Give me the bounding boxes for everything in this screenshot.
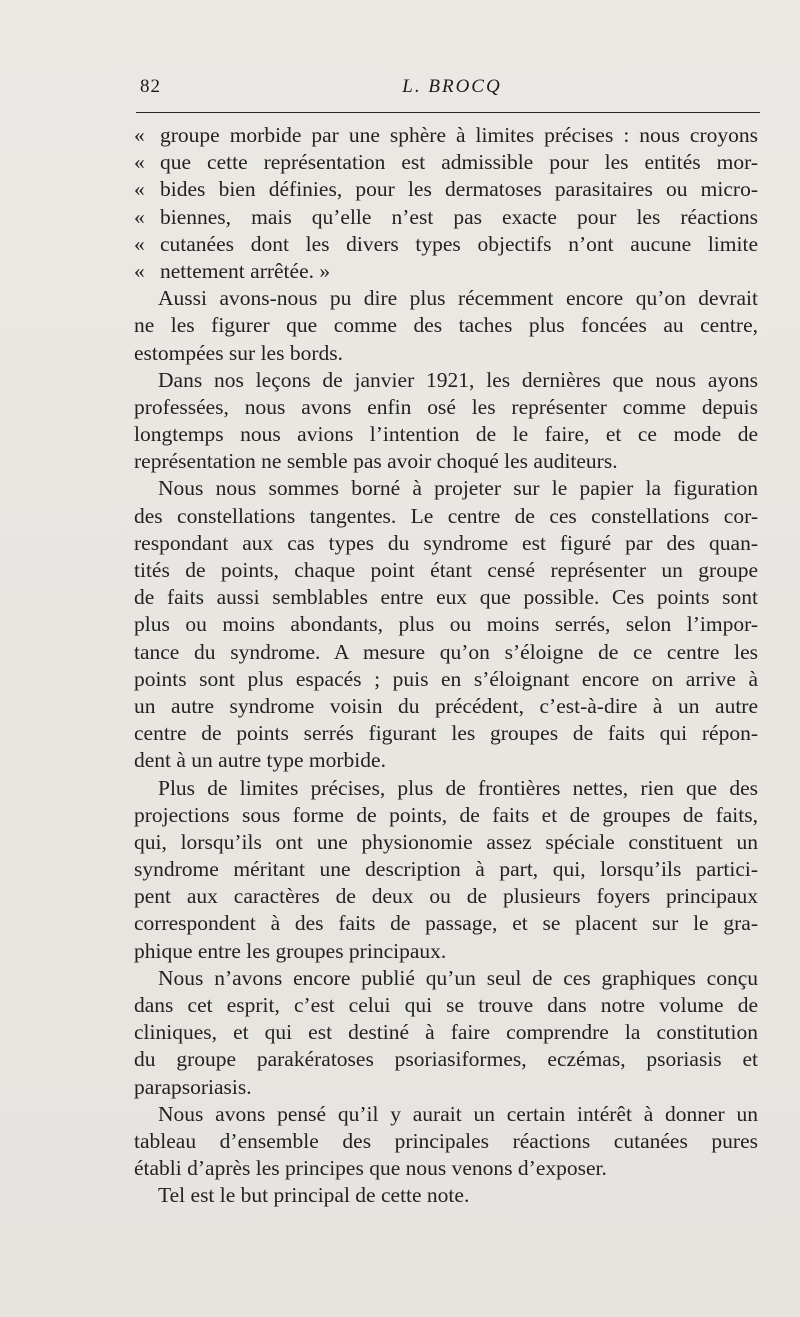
text-line: un autre syndrome voisin du précédent, c’est-à-dire à un autre xyxy=(134,693,758,718)
line-text: groupe morbide par une sphère à limites précises : nous croyons xyxy=(160,123,758,147)
paragraph xyxy=(134,1101,758,1183)
text-line: tableau d’ensemble des principales réactions cutanées pures xyxy=(134,1128,758,1153)
line-text: que cette représentation est admissible pour les entités mor- xyxy=(160,150,758,175)
paragraph xyxy=(134,1182,758,1209)
text-line: pent aux caractères de deux ou de plusieurs foyers principaux xyxy=(134,884,758,909)
text-line: des constellations tangentes. Le centre de ces constellations cor- xyxy=(134,503,758,528)
line-text: bides bien définies, pour les dermatoses parasitaires ou micro- xyxy=(160,177,758,202)
text-line: syndrome méritant une description à part, qui, lorsqu’ils partici- xyxy=(134,857,758,882)
quote-mark: « xyxy=(134,258,145,283)
text-line: du groupe parakératoses psoriasiformes, eczémas, psoriasis et xyxy=(134,1047,758,1072)
text-line: tance du syndrome. A mesure qu’on s’éloigne de ce centre les xyxy=(134,639,758,664)
text-line xyxy=(134,122,758,149)
page-number: 82 xyxy=(140,76,161,97)
paragraph xyxy=(134,285,758,367)
text-line: phique entre les groupes principaux. xyxy=(134,938,447,963)
body-text xyxy=(134,122,758,1210)
text-line: représentation ne semble pas avoir choqué les auditeurs. xyxy=(134,449,618,474)
text-line: longtemps nous avions l’intention de le faire, et ce mode de xyxy=(134,422,758,447)
text-line: parapsoriasis. xyxy=(134,1074,252,1099)
line-text: biennes, mais qu’elle n’est pas exacte pour les réactions xyxy=(160,204,758,229)
line-text: nettement arrêtée. » xyxy=(160,258,331,283)
paragraph xyxy=(134,367,758,476)
quote-mark: « xyxy=(134,123,145,147)
text-line: dans cet esprit, c’est celui qui se trouve dans notre volume de xyxy=(134,993,758,1017)
text-line: établi d’après les principes que nous venons d’exposer. xyxy=(134,1156,607,1181)
text-line: dent à un autre type morbide. xyxy=(134,748,386,773)
line-text: cutanées dont les divers types objectifs n’ont aucune limite xyxy=(160,231,758,256)
text-line xyxy=(134,176,758,203)
text-line: Nous n’avons encore publié qu’un seul de ces graphiques conçu xyxy=(158,965,758,990)
text-line: Tel est le but principal de cette note. xyxy=(158,1183,470,1208)
text-line: Plus de limites précises, plus de frontières nettes, rien que des xyxy=(158,775,758,800)
text-line: ne les figurer que comme des taches plus foncées au centre, xyxy=(134,313,758,338)
paragraph xyxy=(134,475,758,774)
paragraph xyxy=(134,122,758,285)
text-line: points sont plus espacés ; puis en s’éloignant encore on arrive à xyxy=(134,666,758,691)
text-line: tités de points, chaque point étant censé représenter un groupe xyxy=(134,558,758,582)
text-line xyxy=(134,149,758,176)
text-line: Nous nous sommes borné à projeter sur le papier la figuration xyxy=(158,476,758,501)
text-line: estompées sur les bords. xyxy=(134,340,343,365)
text-line xyxy=(134,231,758,258)
text-line: respondant aux cas types du syndrome est figuré par des quan- xyxy=(134,530,758,555)
text-line: Aussi avons-nous pu dire plus récemment encore qu’on devrait xyxy=(158,286,758,311)
text-line: de faits aussi semblables entre eux que possible. Ces points sont xyxy=(134,585,758,610)
paragraph xyxy=(134,965,758,1101)
quote-mark: « xyxy=(134,150,145,175)
text-line: professées, nous avons enfin osé les représenter comme depuis xyxy=(134,394,758,419)
running-head: L. BROCQ xyxy=(402,76,502,97)
text-line: cliniques, et qui est destiné à faire comprendre la constitution xyxy=(134,1020,758,1045)
page-header xyxy=(140,76,760,100)
quote-mark: « xyxy=(134,204,145,229)
text-line xyxy=(134,204,758,231)
quote-mark: « xyxy=(134,231,145,256)
text-line: projections sous forme de points, de faits et de groupes de faits, xyxy=(134,802,758,827)
quote-mark: « xyxy=(134,177,145,202)
text-line: plus ou moins abondants, plus ou moins serrés, selon l’impor- xyxy=(134,612,758,637)
text-line: correspondent à des faits de passage, et se placent sur le gra- xyxy=(134,911,758,936)
text-line xyxy=(134,258,758,285)
text-line: qui, lorsqu’ils ont une physionomie assez spéciale constituent un xyxy=(134,829,758,854)
paragraph xyxy=(134,775,758,965)
text-line: centre de points serrés figurant les groupes de faits qui répon- xyxy=(134,721,758,746)
text-line: Nous avons pensé qu’il y aurait un certain intérêt à donner un xyxy=(158,1101,758,1126)
text-line: Dans nos leçons de janvier 1921, les dernières que nous ayons xyxy=(158,367,758,392)
header-rule xyxy=(136,112,760,113)
